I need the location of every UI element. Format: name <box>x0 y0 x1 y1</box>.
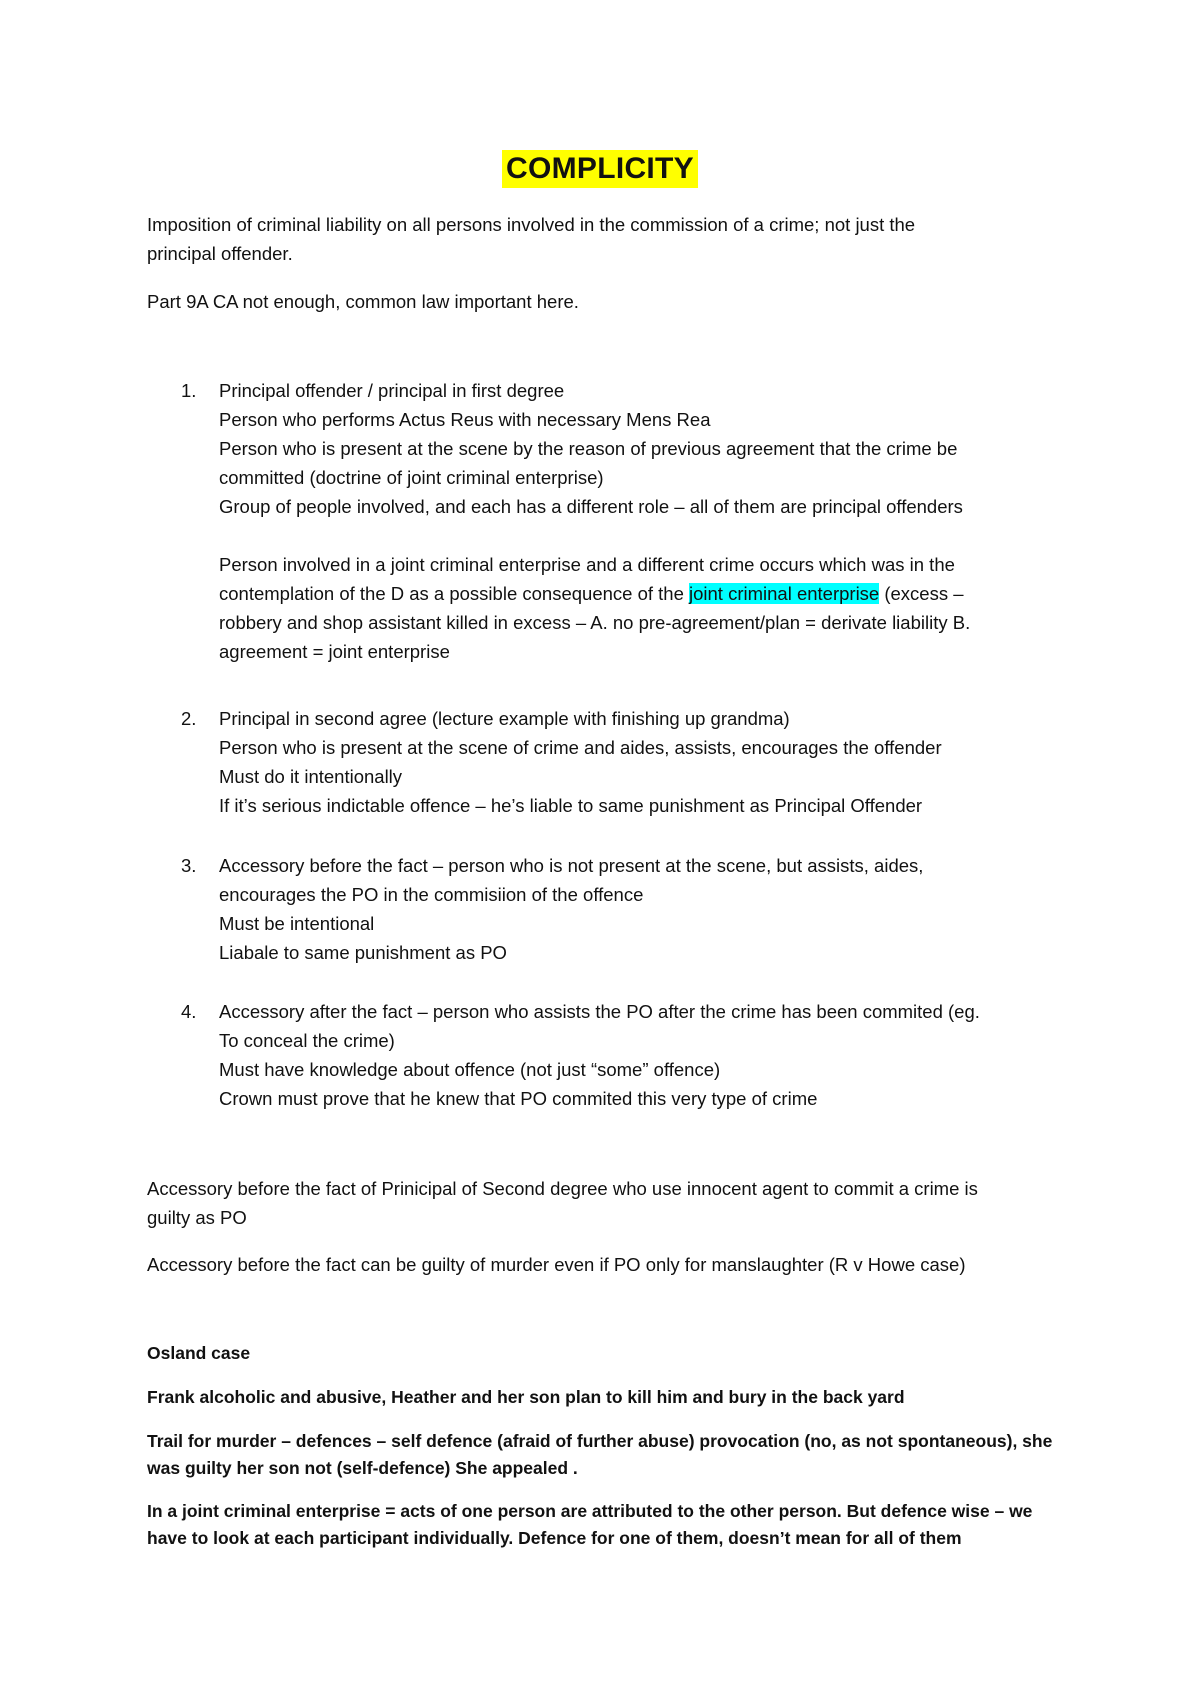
part9a-text: Part 9A CA not enough, common law important here. <box>147 291 579 312</box>
list-item-body <box>219 704 1079 820</box>
osland-paragraph-3 <box>147 1498 1077 1552</box>
list-line: Principal in second agree (lecture example with finishing up grandma) <box>219 708 790 729</box>
list-line: Person involved in a joint criminal enterprise and a different crime occurs which was in the <box>219 554 955 575</box>
list-line: Person who is present at the scene by the reason of previous agreement that the crime be <box>219 438 958 459</box>
list-line: agreement = joint enterprise <box>219 641 450 662</box>
list-line: robbery and shop assistant killed in excess – A. no pre-agreement/plan = derivate liability B. <box>219 612 971 633</box>
text-segment: (excess – <box>879 583 964 604</box>
list-line: Person who performs Actus Reus with necessary Mens Rea <box>219 409 711 430</box>
list-line: Accessory before the fact – person who is not present at the scene, but assists, aides, <box>219 855 924 876</box>
paragraph-line: have to look at each participant individually. Defence for one of them, doesn’t mean for all of them <box>147 1528 962 1548</box>
paragraph-line: Frank alcoholic and abusive, Heather and her son plan to kill him and bury in the back yard <box>147 1387 905 1407</box>
list-line: Accessory after the fact – person who assists the PO after the crime has been commited (eg. <box>219 1001 980 1022</box>
paragraph-line: guilty as PO <box>147 1207 247 1228</box>
accessory-paragraph-2 <box>147 1250 1077 1279</box>
section-heading: Osland case <box>147 1343 251 1363</box>
list-line: Must do it intentionally <box>219 766 403 787</box>
list-line: Must have knowledge about offence (not just “some” offence) <box>219 1059 721 1080</box>
list-number: 4. <box>181 1001 197 1022</box>
list-item-body <box>219 376 1079 666</box>
list-number: 2. <box>181 708 197 729</box>
paragraph-line: Accessory before the fact can be guilty of murder even if PO only for manslaughter (R v Howe case) <box>147 1254 966 1275</box>
paragraph-line: In a joint criminal enterprise = acts of one person are attributed to the other person. But defence wise – we <box>147 1501 1033 1521</box>
osland-paragraph-1 <box>147 1384 1077 1411</box>
part9a-paragraph <box>147 287 1077 316</box>
osland-paragraph-2 <box>147 1428 1077 1482</box>
intro-line: Imposition of criminal liability on all persons involved in the commission of a crime; not just the <box>147 214 916 235</box>
highlighted-term: joint criminal enterprise <box>689 583 880 604</box>
list-item-body <box>219 997 1079 1113</box>
list-number: 1. <box>181 380 197 401</box>
text-segment: contemplation of the D as a possible consequence of the <box>219 583 689 604</box>
accessory-paragraph-1 <box>147 1174 1077 1232</box>
intro-line: principal offender. <box>147 243 293 264</box>
list-line: Group of people involved, and each has a different role – all of them are principal offenders <box>219 496 963 517</box>
paragraph-line: Trail for murder – defences – self defence (afraid of further abuse) provocation (no, as not spontaneous), she <box>147 1431 1053 1451</box>
paragraph-line: Accessory before the fact of Prinicipal of Second degree who use innocent agent to commit a crime is <box>147 1178 978 1199</box>
list-line-with-highlight <box>219 579 1079 608</box>
list-line: Liabale to same punishment as PO <box>219 942 507 963</box>
blank-line <box>219 521 1079 550</box>
list-item-body <box>219 851 1079 967</box>
list-line: encourages the PO in the commisiion of the offence <box>219 884 644 905</box>
list-line: Person who is present at the scene of crime and aides, assists, encourages the offender <box>219 737 942 758</box>
osland-heading <box>147 1340 1077 1367</box>
title-wrapper <box>0 150 1200 188</box>
document-title: COMPLICITY <box>502 150 698 188</box>
list-line: If it’s serious indictable offence – he’s liable to same punishment as Principal Offender <box>219 795 923 816</box>
list-line: Must be intentional <box>219 913 375 934</box>
list-number: 3. <box>181 855 197 876</box>
list-line: Crown must prove that he knew that PO commited this very type of crime <box>219 1088 818 1109</box>
paragraph-line: was guilty her son not (self-defence) She appealed . <box>147 1458 578 1478</box>
intro-paragraph <box>147 210 1077 268</box>
list-line: Principal offender / principal in first degree <box>219 380 565 401</box>
list-line: committed (doctrine of joint criminal enterprise) <box>219 467 604 488</box>
list-line: To conceal the crime) <box>219 1030 395 1051</box>
